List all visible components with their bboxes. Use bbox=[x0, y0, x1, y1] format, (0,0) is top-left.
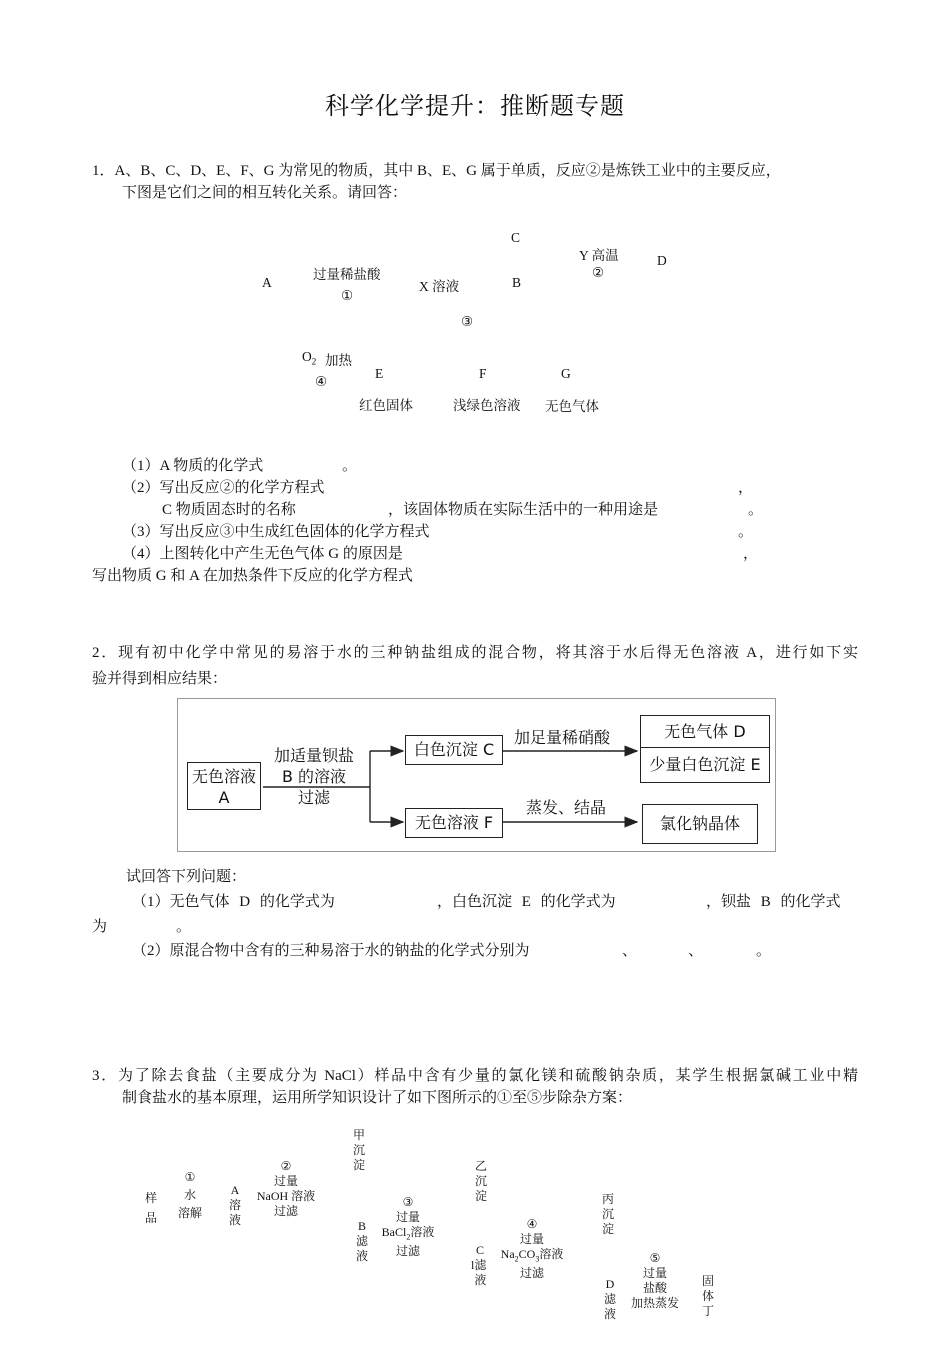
q2-sub2-sep2: 、 bbox=[688, 943, 704, 959]
q2-sub2-sep1: 、 bbox=[622, 943, 638, 959]
label-Y-high-temp: Y 高温 bbox=[579, 248, 619, 263]
step2-group: ② 过量 NaOH 溶液 过滤 bbox=[256, 1159, 316, 1218]
label-C-filtrate: C l滤液 bbox=[471, 1243, 487, 1287]
step5-group: ⑤ 过量 盐酸 加热蒸发 bbox=[630, 1251, 679, 1310]
q1-intro-line2: 下图是它们之间的相互转化关系。请回答： bbox=[122, 185, 408, 201]
label-reaction-2: ② bbox=[592, 265, 605, 280]
label-heat: 加热 bbox=[325, 353, 352, 368]
box-NaCl-crystal: 氯化钠晶体 bbox=[642, 804, 758, 844]
q1-sub2-end: ， bbox=[738, 480, 754, 496]
box-precipitate-C: 白色沉淀 C bbox=[405, 735, 503, 765]
q2-intro-line1: 2．现有初中化学中常见的易溶于水的三种钠盐组成的混合物，将其溶于水后得无色溶液 A，进行如下实 bbox=[92, 645, 858, 661]
q3-intro-line1: 3．为了除去食盐（主要成分为 NaCl）样品中含有少量的氯化镁和硫酸钠杂质，某学生根据氯碱工业中精 bbox=[92, 1068, 858, 1084]
label-O2: $O_2$ bbox=[302, 349, 317, 367]
q2-sub2-end: 。 bbox=[756, 943, 772, 959]
q2-sub1-c: ，钡盐 B 的化学式 bbox=[706, 894, 841, 910]
step1-group: ① 水 溶解 bbox=[178, 1170, 203, 1220]
q1-sub3: （3）写出反应③中生成红色固体的化学方程式 bbox=[122, 524, 430, 540]
box-D-E-group bbox=[640, 715, 770, 783]
q1-sub1-end: 。 bbox=[342, 458, 358, 474]
label-D-filtrate: D滤液 bbox=[603, 1277, 616, 1321]
label-sample: 样品 bbox=[144, 1191, 157, 1225]
box-precipitate-E: 少量白色沉淀 E bbox=[649, 755, 761, 774]
label-reaction-4: ④ bbox=[315, 374, 328, 389]
q2-sub1-end: 。 bbox=[176, 919, 192, 935]
label-reagent-hcl: 过量稀盐酸 bbox=[313, 267, 381, 282]
q1-sub2b-end: 。 bbox=[748, 502, 764, 518]
q1-sub4-end: ， bbox=[743, 546, 759, 562]
box-gas-D: 无色气体 D bbox=[641, 716, 769, 748]
step3-group: ③ 过量 BaCl$_2$溶液 过滤 bbox=[381, 1195, 435, 1259]
label-A: A bbox=[262, 275, 272, 290]
label-bing-precipitate: 丙沉淀 bbox=[601, 1192, 614, 1236]
label-F-desc: 浅绿色溶液 bbox=[453, 398, 521, 413]
label-yi-precipitate: 乙沉淀 bbox=[474, 1159, 487, 1203]
label-C: C bbox=[511, 230, 521, 245]
label-jia-precipitate: 甲沉淀 bbox=[352, 1128, 365, 1172]
label-B-filtrate: B滤液 bbox=[355, 1219, 368, 1263]
q3-intro-line2: 制食盐水的基本原理，运用所学知识设计了如下图所示的①至⑤步除杂方案： bbox=[122, 1090, 633, 1106]
label-A-solution: A溶液 bbox=[228, 1183, 241, 1227]
label-step2: 加足量稀硝酸 bbox=[513, 728, 610, 747]
q2-sub1-b: ，白色沉淀 E 的化学式为 bbox=[437, 894, 616, 910]
label-E: E bbox=[375, 366, 384, 381]
q1-sub3-end: 。 bbox=[738, 524, 754, 540]
label-D: D bbox=[657, 253, 667, 268]
q2-sub2: （2）原混合物中含有的三种易溶于水的钠盐的化学式分别为 bbox=[132, 943, 530, 959]
q2-intro-line2: 验并得到相应结果： bbox=[92, 671, 228, 687]
label-G-desc: 无色气体 bbox=[545, 399, 599, 414]
q1-sub4b: 写出物质 G 和 A 在加热条件下反应的化学方程式 bbox=[92, 568, 413, 584]
q1-sub4: （4）上图转化中产生无色气体 G 的原因是 bbox=[122, 546, 403, 562]
q1-sub1: （1）A 物质的化学式 bbox=[122, 458, 264, 474]
q1-intro-line1: 1．A、B、C、D、E、F、G 为常见的物质，其中 B、E、G 属于单质，反应②是炼铁工业中的主要反应， bbox=[92, 163, 781, 179]
step4-group: ④ 过量 $Na_2CO_3$溶液 过滤 bbox=[500, 1217, 564, 1281]
label-step1: 加适量钡盐 B 的溶液 过滤 bbox=[273, 746, 354, 807]
q2-sub1-a: （1）无色气体 D 的化学式为 bbox=[132, 894, 335, 910]
label-ding-solid: 固体丁 bbox=[701, 1274, 714, 1318]
label-reaction-3: ③ bbox=[461, 314, 474, 329]
label-F: F bbox=[479, 366, 487, 381]
q1-sub2b: C 物质固态时的名称 bbox=[162, 502, 296, 518]
q1-sub2: （2）写出反应②的化学方程式 bbox=[122, 480, 325, 496]
box-solution-F: 无色溶液 F bbox=[405, 808, 503, 838]
q2-sub1-d: 为 bbox=[92, 919, 108, 935]
page-title: 科学化学提升：推断题专题 bbox=[325, 92, 625, 120]
label-E-desc: 红色固体 bbox=[359, 398, 413, 413]
label-step3: 蒸发、结晶 bbox=[525, 798, 606, 817]
label-B: B bbox=[512, 275, 522, 290]
q1-sub2b-mid: ，该固体物质在实际生活中的一种用途是 bbox=[388, 502, 659, 518]
label-G: G bbox=[561, 366, 571, 381]
label-X-solution: X 溶液 bbox=[419, 279, 460, 294]
box-solution-A: 无色溶液 A bbox=[187, 762, 261, 810]
q2-prompt: 试回答下列问题： bbox=[126, 869, 247, 885]
label-reaction-1: ① bbox=[341, 288, 354, 303]
